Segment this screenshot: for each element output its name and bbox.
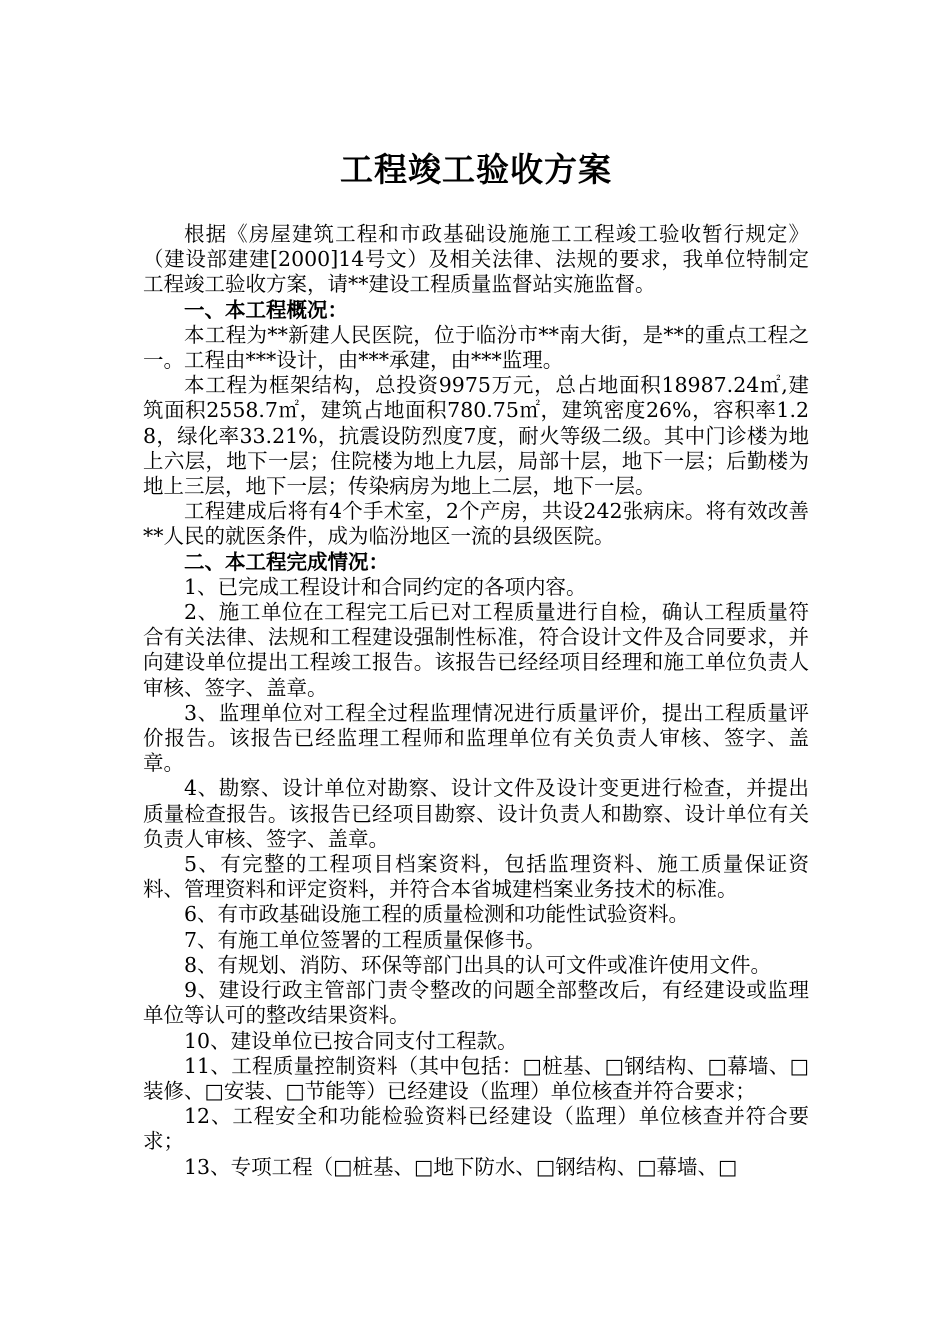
completion-item-1: 1、已完成工程设计和合同约定的各项内容。 (184, 574, 587, 599)
completion-item-7: 7、有施工单位签署的工程质量保修书。 (184, 927, 546, 952)
document-title: 工程竣工验收方案 (340, 150, 612, 189)
completion-item-8: 8、有规划、消防、环保等部门出具的认可文件或准许使用文件。 (184, 952, 772, 977)
section-heading-overview: 一、本工程概况： (184, 297, 348, 322)
completion-item-10: 10、建设单位已按合同支付工程款。 (184, 1028, 518, 1053)
completion-item-2: 2、施工单位在工程完工后已对工程质量进行自检，确认工程质量符合有关法律、法规和工程建设强制性标准，符合设计文件及合同要求，并向建设单位提出工程竣工报告。该报告已经经项目经理和施工单位负责人审核、签字、盖章。 (143, 600, 809, 700)
completion-item-4: 4、勘察、设计单位对勘察、设计文件及设计变更进行检查，并提出质量检查报告。该报告已经项目勘察、设计负责人和勘察、设计单位有关负责人审核、签字、盖章。 (143, 776, 809, 851)
completion-item-11: 11、工程质量控制资料（其中包括：□桩基、□钢结构、□幕墙、□装修、□安装、□节能等）已经建设（监理）单位核查并符合要求； (143, 1053, 809, 1103)
document-page (143, 0, 809, 1180)
completion-item-13: 13、专项工程（□桩基、□地下防水、□钢结构、□幕墙、□ (184, 1154, 738, 1179)
completion-item-3: 3、监理单位对工程全过程监理情况进行质量评价，提出工程质量评价报告。该报告已经监理工程师和监理单位有关负责人审核、签字、盖章。 (143, 700, 809, 776)
completion-item-6: 6、有市政基础设施工程的质量检测和功能性试验资料。 (184, 902, 690, 927)
overview-paragraph-2: 本工程为框架结构，总投资9975万元，总占地面积18987.24㎡,建筑面积2558.7㎡，建筑占地面积780.75㎡，建筑密度26%，容积率1.28，绿化率33.21%，抗震设防烈度7度，耐火等级二级。其中门诊楼为地上六层，地下一层；住院楼为地上九层，局部十层，地下一层；后勤楼为地上三层，地下一层；传染病房为地上二层，地下一层。 (143, 373, 809, 499)
intro-paragraph: 根据《房屋建筑工程和市政基础设施施工工程竣工验收暂行规定》（建设部建建[2000]14号文）及相关法律、法规的要求，我单位特制定工程竣工验收方案，请**建设工程质量监督站实施监督。 (143, 222, 809, 297)
overview-paragraph-1: 本工程为**新建人民医院，位于临汾市**南大街，是**的重点工程之一。工程由***设计，由***承建，由***监理。 (143, 322, 809, 373)
completion-item-12: 12、工程安全和功能检验资料已经建设（监理）单位核查并符合要求； (143, 1104, 809, 1154)
document-body (143, 222, 809, 1180)
completion-item-5: 5、有完整的工程项目档案资料，包括监理资料、施工质量保证资料、管理资料和评定资料，并符合本省城建档案业务技术的标准。 (143, 852, 809, 902)
completion-item-9: 9、建设行政主管部门责令整改的问题全部整改后，有经建设或监理单位等认可的整改结果资料。 (143, 978, 809, 1028)
section-heading-completion: 二、本工程完成情况： (184, 549, 389, 574)
overview-paragraph-3: 工程建成后将有4个手术室，2个产房，共设242张病床。将有效改善**人民的就医条件，成为临汾地区一流的县级医院。 (143, 499, 809, 549)
